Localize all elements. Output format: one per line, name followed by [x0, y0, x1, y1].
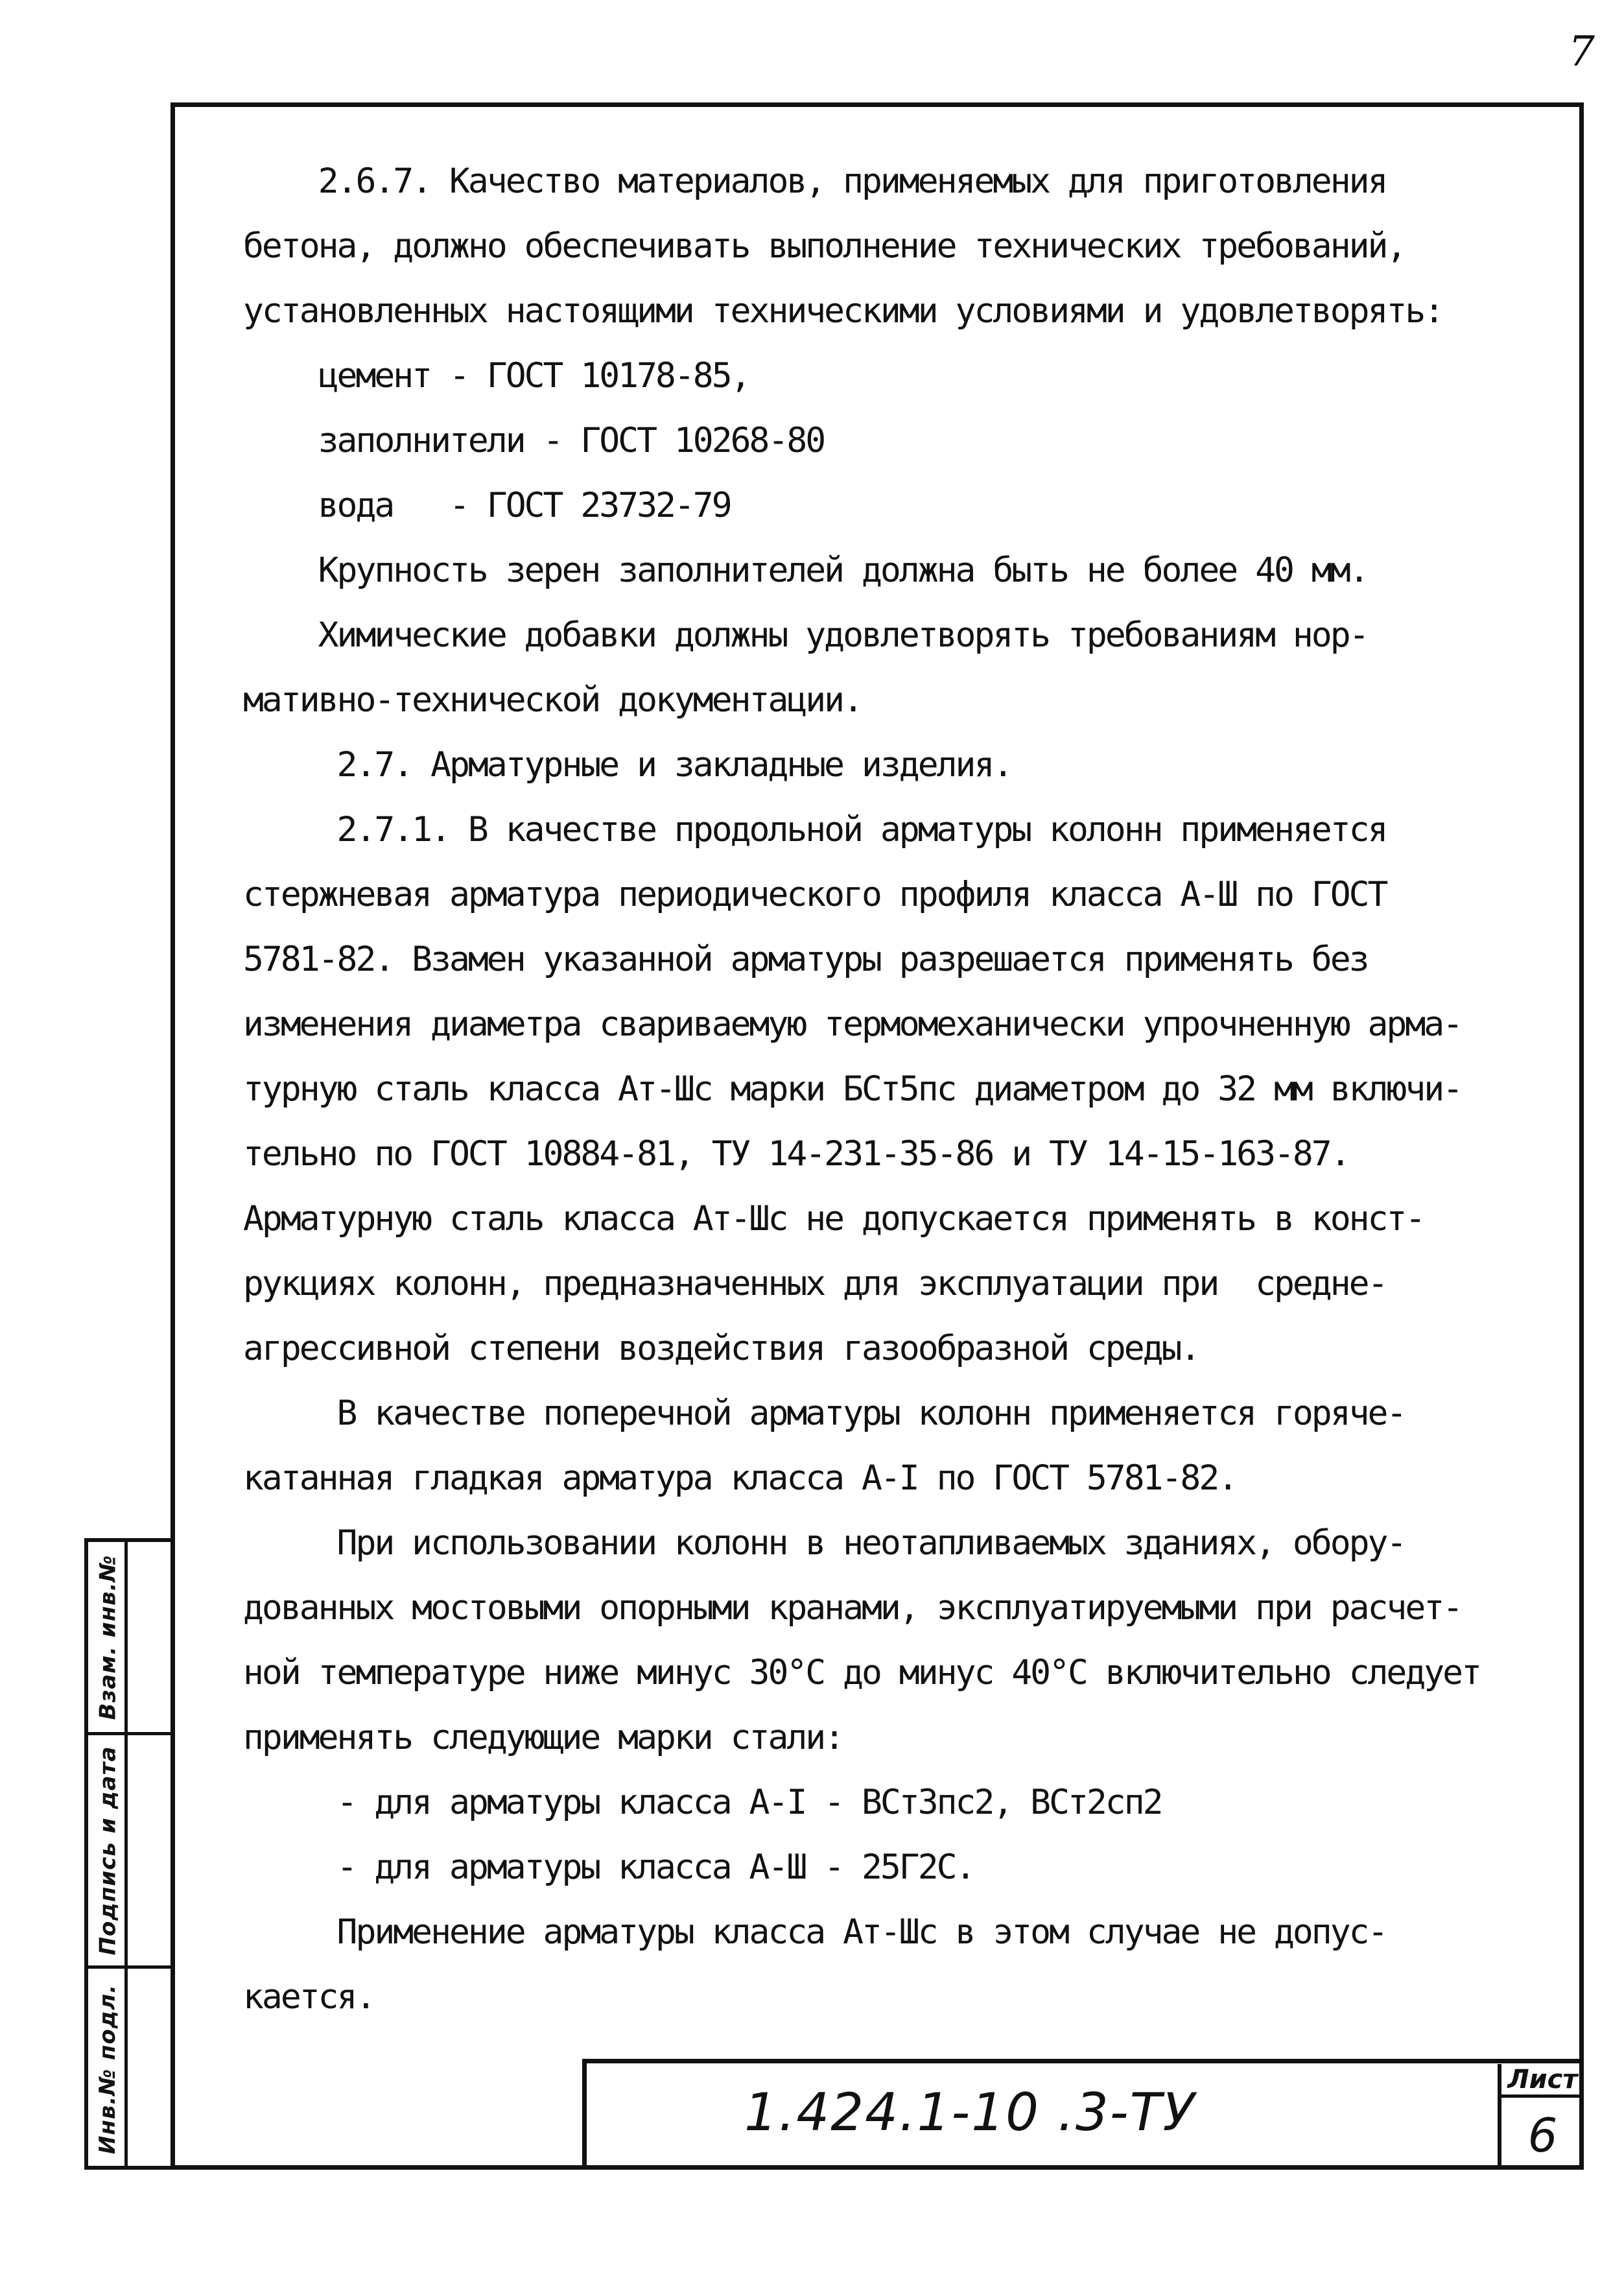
sheet-box	[1498, 2064, 1584, 2170]
body-line: бетона, должно обеспечивать выполнение технических требований,	[243, 226, 1406, 266]
body-line: ной температуре ниже минус 30°С до минус 40°С включительно следует	[243, 1653, 1480, 1692]
body-line: рукциях колонн, предназначенных для эксплуатации при средне-	[243, 1264, 1387, 1303]
side-stamp-inv-orig-label: Инв.№ подл.	[95, 1984, 121, 2155]
body-line: установленных настоящими техническими условиями и удовлетворять:	[243, 291, 1443, 331]
side-stamp	[84, 1538, 171, 2170]
document-body	[243, 149, 1588, 2030]
body-line: кается.	[243, 1977, 375, 2017]
body-line: 2.7. Арматурные и закладные изделия.	[243, 745, 1012, 785]
page-corner-number: 7	[1568, 28, 1595, 76]
body-line: При использовании колонн в неотапливаемых зданиях, обору-	[243, 1523, 1406, 1563]
body-line: Крупность зерен заполнителей должна быть не более 40 мм.	[243, 551, 1368, 590]
side-stamp-cell-signature-date	[88, 1735, 127, 1965]
body-line: Арматурную сталь класса Ат-Шс не допускается применять в конст-	[243, 1199, 1424, 1239]
body-line: агрессивной степени воздействия газообразной среды.	[243, 1329, 1199, 1368]
body-line: мативно-технической документации.	[243, 680, 862, 720]
body-line: тельно по ГОСТ 10884-81, ТУ 14-231-35-86 и ТУ 14-15-163-87.	[243, 1134, 1349, 1174]
body-line: - для арматуры класса А-Ш - 25Г2С.	[243, 1847, 974, 1887]
sheet-label: Лист	[1501, 2064, 1584, 2098]
body-line: заполнители - ГОСТ 10268-80	[243, 421, 825, 460]
document-code: 1.424.1-10 .3-ТУ	[744, 2082, 1196, 2142]
body-line: Применение арматуры класса Ат-Шс в этом случае не допус-	[243, 1912, 1387, 1952]
body-line: турную сталь класса Ат-Шс марки БСт5пс диаметром до 32 мм включи-	[243, 1069, 1462, 1109]
body-line: стержневая арматура периодического профиля класса А-Ш по ГОСТ	[243, 875, 1387, 914]
body-line: Химические добавки должны удовлетворять требованиям нор-	[243, 615, 1368, 655]
body-line: дованных мостовыми опорными кранами, эксплуатируемыми при расчет-	[243, 1588, 1462, 1628]
body-line: В качестве поперечной арматуры колонн применяется горяче-	[243, 1394, 1406, 1433]
body-line: 2.7.1. В качестве продольной арматуры колонн применяется	[243, 810, 1387, 849]
body-line: применять следующие марки стали:	[243, 1718, 843, 1757]
body-line: изменения диаметра свариваемую термомеханически упрочненную арма-	[243, 1004, 1462, 1044]
sheet-number: 6	[1527, 2108, 1558, 2163]
side-stamp-cell-replace-inv	[88, 1542, 127, 1732]
body-line: 5781-82. Взамен указанной арматуры разрешается применять без	[243, 940, 1368, 979]
side-stamp-cell-inv-orig	[88, 1969, 127, 2170]
body-line: 2.6.7. Качество материалов, применяемых для приготовления	[243, 161, 1387, 201]
body-line: катанная гладкая арматура класса А-I по ГОСТ 5781-82.	[243, 1458, 1237, 1498]
body-line: - для арматуры класса А-I - ВСт3пс2, ВСт2сп2	[243, 1783, 1162, 1822]
body-line: вода - ГОСТ 23732-79	[243, 486, 731, 525]
side-stamp-signature-date-label: Подпись и дата	[95, 1746, 121, 1955]
side-stamp-replace-inv-label: Взам. инв.№	[95, 1554, 121, 1720]
body-line: цемент - ГОСТ 10178-85,	[243, 356, 749, 396]
